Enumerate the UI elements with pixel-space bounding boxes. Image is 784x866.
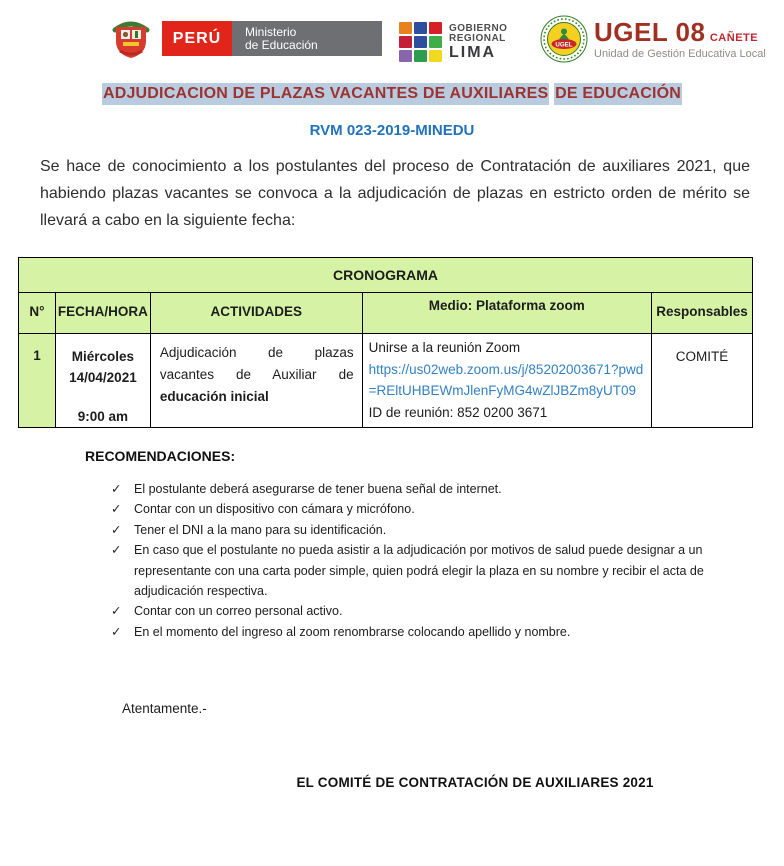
column-header-actividades: ACTIVIDADES — [150, 293, 362, 334]
ugel-seal-icon — [540, 15, 588, 63]
zoom-meeting-id: ID de reunión: 852 0200 3671 — [368, 404, 548, 420]
check-icon: ✓ — [111, 604, 122, 619]
check-icon: ✓ — [111, 502, 122, 517]
zoom-platform-cell — [362, 334, 651, 428]
column-header-fecha: FECHA/HORA — [55, 293, 150, 334]
signature-line: EL COMITÉ DE CONTRATACIÓN DE AUXILIARES 2021 — [296, 775, 654, 790]
table-title: CRONOGRAMA — [19, 258, 753, 293]
activity-cell — [150, 334, 362, 428]
page-title-part1: ADJUDICACION DE PLAZAS VACANTES DE AUXILIARES — [102, 83, 549, 105]
svg-text:UGEL: UGEL — [555, 41, 573, 49]
gore-line2: REGIONAL — [449, 33, 506, 44]
row-number-cell: 1 — [19, 334, 56, 428]
ministry-of-education-logo — [232, 21, 382, 56]
peru-label: PERÚ — [172, 29, 222, 47]
gore-line3: LIMA — [449, 44, 497, 61]
closing-text: Atentamente.- — [122, 701, 207, 716]
cronograma-table — [18, 257, 753, 428]
table-row — [19, 334, 753, 428]
page-title-part2: DE EDUCACIÓN — [554, 83, 682, 105]
page-title — [0, 85, 784, 103]
list-item — [111, 520, 723, 540]
check-icon: ✓ — [111, 522, 122, 537]
column-header-medio: Medio: Plataforma zoom — [362, 293, 651, 334]
list-item-text: En caso que el postulante no pueda asistir a la adjudicación por motivos de salud puede designar a un representante con una carta poder simple, quien podrá elegir la plaza en su nombre y recibir el acta de adjudicación respectiva. — [134, 543, 704, 599]
gore-lima-mosaic-icon — [399, 22, 445, 64]
activity-bold-text: educación inicial — [159, 389, 269, 404]
ugel-name: UGEL 08 — [594, 17, 706, 47]
list-item-text: Tener el DNI a la mano para su identificación. — [134, 522, 387, 537]
column-header-num: N° — [19, 293, 56, 334]
list-item-text: El postulante deberá asegurarse de tener buena señal de internet. — [134, 482, 502, 496]
check-icon: ✓ — [111, 543, 122, 558]
list-item-text: Contar con un correo personal activo. — [134, 604, 343, 619]
list-item-text: En el momento del ingreso al zoom renombrarse colocando apellido y nombre. — [134, 624, 571, 639]
date-time-cell — [55, 334, 150, 428]
gore-lima-wordmark — [449, 24, 507, 61]
list-item — [111, 499, 723, 519]
list-item — [111, 479, 723, 499]
check-icon: ✓ — [111, 624, 122, 639]
recommendations-list — [111, 479, 723, 642]
ugel-subtitle: Unidad de Gestión Educativa Local — [594, 48, 766, 60]
page-subtitle: RVM 023-2019-MINEDU — [309, 122, 475, 139]
check-icon: ✓ — [111, 482, 122, 496]
intro-paragraph: Se hace de conocimiento a los postulantes del proceso de Contratación de auxiliares 2021, que habiendo plazas vacantes se convoca a la adjudicación de plazas en estricto orden de mérito se llevará a cabo en la siguiente fecha: — [40, 158, 750, 229]
column-header-responsables: Responsables — [652, 293, 753, 334]
zoom-meeting-link[interactable]: https://us02web.zoom.us/j/85202003671?pwd=REltUHBEWmJlenFyMG4wZlJBZm8yUT09 — [368, 361, 644, 398]
date-value: 14/04/2021 — [69, 370, 137, 385]
list-item — [111, 540, 723, 601]
list-item-text: Contar con un dispositivo con cámara y micrófono. — [134, 502, 415, 517]
time-value: 9:00 am — [77, 409, 129, 424]
zoom-join-text: Unirse a la reunión Zoom — [368, 340, 521, 355]
responsible-cell: COMITÉ — [652, 334, 753, 428]
date-day: Miércoles — [71, 349, 135, 364]
list-item — [111, 622, 723, 642]
gore-line1: GOBIERNO — [449, 23, 508, 34]
peru-coat-of-arms-icon — [108, 15, 154, 61]
list-item — [111, 601, 723, 621]
peru-wordmark — [162, 21, 232, 56]
recommendations-heading: RECOMENDACIONES: — [85, 448, 236, 464]
ministry-line1: Ministerio — [245, 24, 297, 39]
ugel-wordmark — [594, 17, 766, 60]
ugel-region: CAÑETE — [709, 32, 759, 44]
ministry-line2: de Educación — [245, 37, 318, 52]
table-header-row — [19, 293, 753, 334]
activity-text: Adjudicación de plazas vacantes de Auxiliar de — [159, 345, 354, 382]
